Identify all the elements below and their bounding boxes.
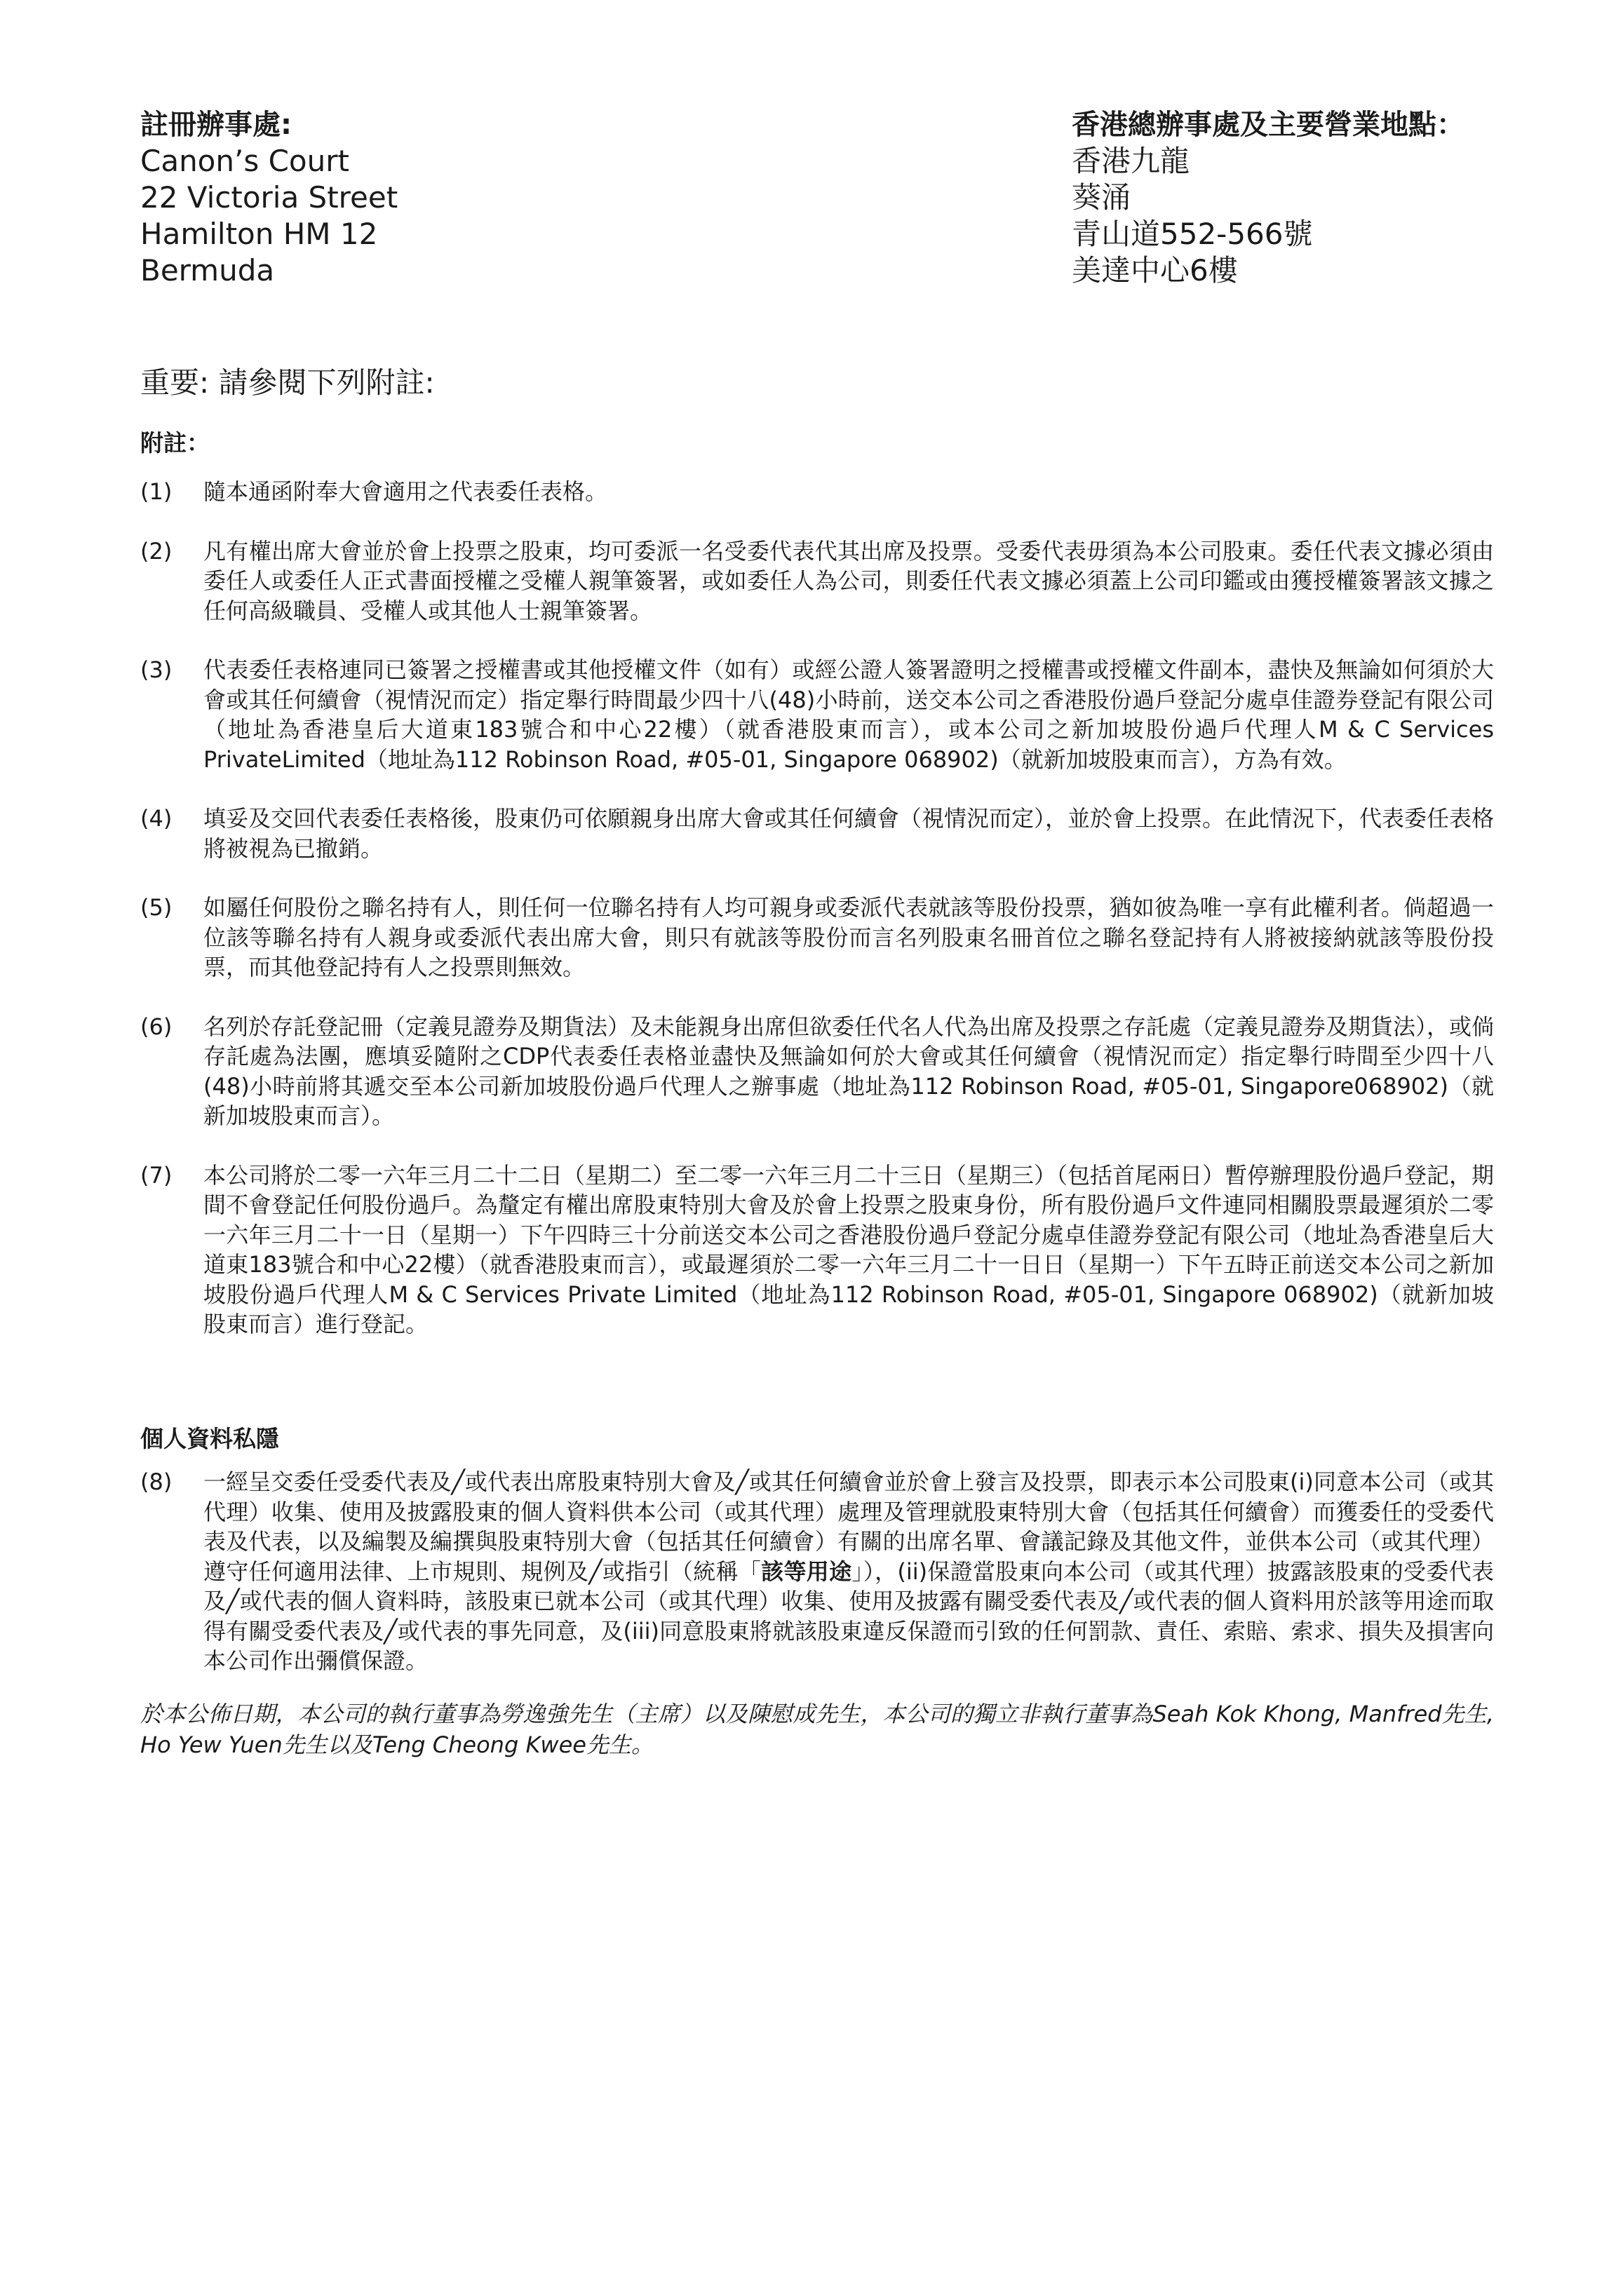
note-item	[140, 804, 1494, 863]
registered-office-line: Canon’s Court	[140, 144, 349, 178]
note-number: (5)	[140, 894, 173, 921]
hk-office-line: 青山道552-566號	[1072, 217, 1313, 251]
privacy-text-after: 」），(ii)保證當股東向本公司（或其代理）披露該股東的受委代表及╱或代表的個人資料時，該股東已就本公司（或其代理）收集、使用及披露有關受委代表及╱或代表的個人資料用於該等用途而取得有關受委代表及╱或代表的事先同意，及(iii)同意股東將就該股東違反保證而引致的任何罰款、責任、索賠、索求、損失及損害向本公司作出彌償保證。	[203, 1558, 1494, 1674]
note-number: (7)	[140, 1161, 173, 1189]
registered-office-line: Bermuda	[140, 253, 275, 288]
privacy-defined-term: 該等用途	[761, 1558, 852, 1585]
note-text: 填妥及交回代表委任表格後，股東仍可依願親身出席大會或其任何續會（視情況而定），並於會上投票。在此情況下，代表委任表格將被視為已撤銷。	[203, 805, 1495, 862]
note-number: (3)	[140, 656, 173, 683]
note-text: 隨本通函附奉大會適用之代表委任表格。	[203, 478, 608, 505]
hk-office-line: 美達中心6樓	[1072, 253, 1238, 288]
note-text: 如屬任何股份之聯名持有人，則任何一位聯名持有人均可親身或委派代表就該等股份投票，猶如彼為唯一享有此權利者。倘超過一位該等聯名持有人親身或委派代表出席大會，則只有就該等股份而言名列股東名冊首位之聯名登記持有人將被接納就該等股份投票，而其他登記持有人之投票則無效。	[203, 894, 1494, 980]
note-item	[140, 536, 1494, 626]
registered-office-line: 22 Victoria Street	[140, 180, 398, 215]
note-number: (8)	[140, 1468, 173, 1495]
note-text: 本公司將於二零一六年三月二十二日（星期二）至二零一六年三月二十三日（星期三）（包括首尾兩日）暫停辦理股份過戶登記，期間不會登記任何股份過戶。為釐定有權出席股東特別大會及於會上投票之股東身份，所有股份過戶文件連同相關股票最遲須於二零一六年三月二十一日（星期一）下午四時三十分前送交本公司之香港股份過戶登記分處卓佳證券登記有限公司（地址為香港皇后大道東183號合和中心22樓）（就香港股東而言），或最遲須於二零一六年三月二十一日日（星期一）下午五時正前送交本公司之新加坡股份過戶代理人M & C Services Private Limited（地址為112 Robinson Road, #05-01, Singapore 068902)（就新加坡股東而言）進行登記。	[203, 1161, 1495, 1337]
note-text: 代表委任表格連同已簽署之授權書或其他授權文件（如有）或經公證人簽署證明之授權書或授權文件副本，盡快及無論如何須於大會或其任何續會（視情況而定）指定舉行時間最少四十八(48)小時前，送交本公司之香港股份過戶登記分處卓佳證券登記有限公司（地址為香港皇后大道東183號合和中心22樓）（就香港股東而言），或本公司之新加坡股份過戶代理人M & C Services PrivateLimited（地址為112 Robinson Road, #05-01, Singapore 068902)（就新加坡股東而言），方為有效。	[203, 656, 1494, 773]
note-item	[140, 477, 1494, 507]
note-text: 凡有權出席大會並於會上投票之股東，均可委派一名受委代表代其出席及投票。受委代表毋須為本公司股東。委任代表文據必須由委任人或委任人正式書面授權之受權人親筆簽署，或如委任人為公司，則委任代表文據必須蓋上公司印鑑或由獲授權簽署該文據之任何高級職員、受權人或其他人士親筆簽署。	[203, 537, 1494, 624]
privacy-heading: 個人資料私隱	[140, 1425, 279, 1452]
hk-office-line: 葵涌	[1072, 180, 1131, 215]
privacy-note-text	[203, 1467, 1494, 1676]
important-notice: 重要: 請參閱下列附註:	[140, 365, 435, 400]
note-item	[140, 1012, 1494, 1131]
board-composition-statement: 於本公佈日期，本公司的執行董事為勞逸強先生（主席）以及陳慰成先生，本公司的獨立非執行董事為Seah Kok Khong, Manfred先生, Ho Yew Yuen先生以及Teng Cheong Kwee先生。	[140, 1701, 1494, 1758]
note-number: (6)	[140, 1013, 173, 1040]
registered-office-block	[140, 107, 772, 289]
note-item	[140, 893, 1494, 982]
notes-list	[140, 477, 1494, 1369]
hk-office-line: 香港九龍	[1072, 144, 1190, 178]
registered-office-line: Hamilton HM 12	[140, 217, 378, 251]
privacy-text-before: 一經呈交委任受委代表及╱或代表出席股東特別大會及╱或其任何續會並於會上發言及投票，即表示本公司股東(i)同意本公司（或其代理）收集、使用及披露股東的個人資料供本公司（或其代理）處理及管理就股東特別大會（包括其任何續會）而獲委任的受委代表及代表，以及編製及編撰與股東特別大會（包括其任何續會）有關的出席名單、會議記錄及其他文件，並供本公司（或其代理）遵守任何適用法律、上市規則、規例及╱或指引（統稱「	[203, 1468, 1494, 1585]
privacy-section	[140, 1467, 1494, 1706]
note-item	[140, 1161, 1494, 1339]
notes-heading: 附註：	[140, 429, 210, 457]
note-item	[140, 655, 1494, 774]
note-number: (2)	[140, 537, 173, 565]
note-number: (4)	[140, 805, 173, 832]
hk-office-heading: 香港總辦事處及主要營業地點：	[1072, 109, 1464, 141]
registered-office-heading: 註冊辦事處:	[140, 109, 292, 141]
note-text: 名列於存託登記冊（定義見證券及期貨法）及未能親身出席但欲委任代名人代為出席及投票之存託處（定義見證券及期貨法），或倘存託處為法團，應填妥隨附之CDP代表委任表格並盡快及無論如何於大會或其任何續會（視情況而定）指定舉行時間至少四十八(48)小時前將其遞交至本公司新加坡股份過戶代理人之辦事處（地址為112 Robinson Road, #05-01, Singapore068902)（就新加坡股東而言）。	[203, 1013, 1495, 1129]
note-number: (1)	[140, 478, 173, 505]
hk-office-block	[1072, 107, 1605, 289]
note-item	[140, 1467, 1494, 1676]
